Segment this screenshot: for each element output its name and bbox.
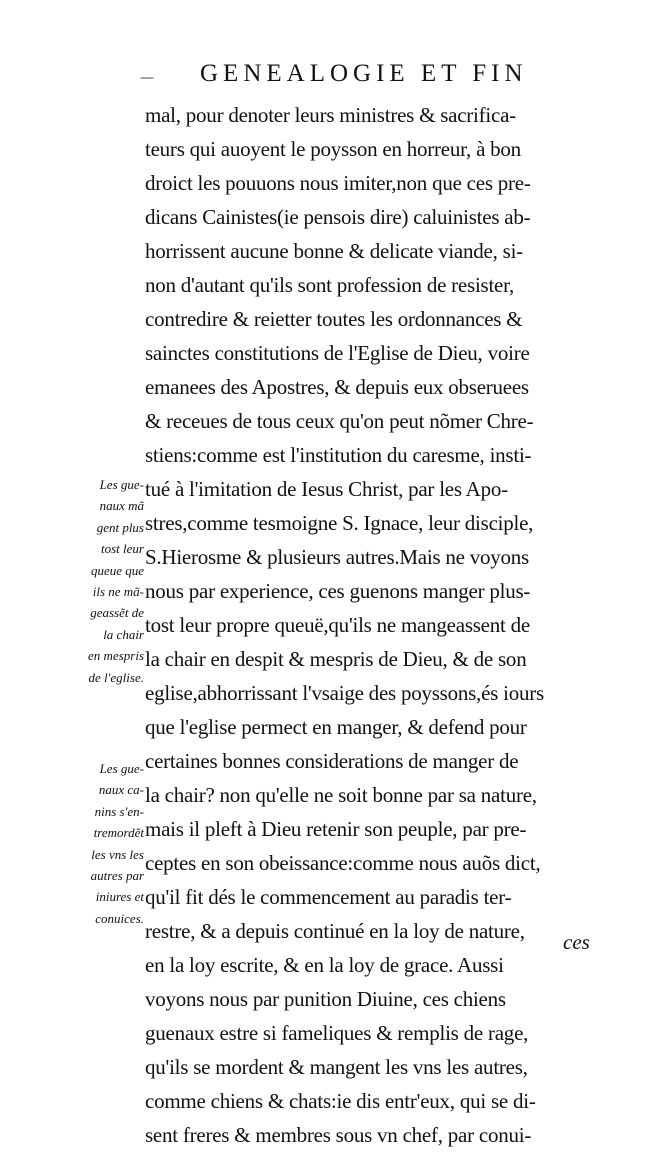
marginal-note-line: Les gue- [99, 477, 144, 492]
text-line: comme chiens & chats:ie dis entr'eux, qui se di- [145, 1089, 536, 1113]
text-line: nous par experience, ces guenons manger plus- [145, 579, 531, 603]
text-line: mais il pleft à Dieu retenir son peuple, par pre- [145, 817, 527, 841]
marginal-note-line: ils ne mã- [92, 583, 144, 599]
marginal-note-line: conuices. [95, 910, 144, 926]
text-line: contredire & reietter toutes les ordonnances & [145, 307, 523, 331]
text-line: non d'autant qu'ils sont profession de resister, [145, 273, 515, 297]
text-line: stres,comme tesmoigne S. Ignace, leur disciple, [145, 511, 534, 535]
marginal-note-line: queue que [90, 562, 144, 578]
marginal-note-line: nins s'en- [94, 803, 144, 819]
marginal-note-line: la chair [103, 626, 144, 642]
folio-mark: — [140, 70, 155, 86]
marginal-note-line: tost leur [101, 541, 144, 557]
running-head: GENEALOGIE ET FIN [200, 60, 528, 87]
marginal-note-line: geassẽt de [90, 605, 144, 621]
text-line: qu'il fit dés le commencement au paradis ter- [145, 885, 512, 909]
text-line: voyons nous par punition Diuine, ces chiens [145, 987, 506, 1011]
text-line: guenaux estre si fameliques & remplis de rage, [145, 1021, 529, 1045]
text-line: en la loy escrite, & en la loy de grace. Aussi [145, 953, 504, 977]
marginal-note-line: naux ca- [98, 782, 144, 798]
marginal-note-line: gent plus [96, 519, 144, 535]
text-line: la chair en despit & mespris de Dieu, & de son [145, 647, 527, 671]
text-line: eglise,abhorrissant l'vsaige des poyssons,és iours [145, 681, 544, 705]
text-line: sent freres & membres sous vn chef, par conui- [145, 1123, 532, 1147]
text-line: & receues de tous ceux qu'on peut nõmer Chre- [145, 409, 534, 433]
marginal-note-line: les vns les [91, 846, 144, 862]
text-line: tué à l'imitation de Iesus Christ, par les Apo- [145, 477, 508, 501]
text-line: emanees des Apostres, & depuis eux obseruees [145, 375, 529, 399]
marginal-note-line: naux mã [99, 498, 144, 514]
text-line: ceptes en son obeissance:comme nous auõs dict, [145, 851, 541, 875]
marginal-note-canins [68, 758, 144, 929]
text-line: la chair? non qu'elle ne soit bonne par sa nature, [145, 783, 537, 807]
text-line: S.Hierosme & plusieurs autres.Mais ne voyons [145, 545, 529, 569]
marginal-note-line: de l'eglise. [88, 669, 144, 685]
text-line: que l'eglise permect en manger, & defend pour [145, 715, 527, 739]
text-line: horrissent aucune bonne & delicate viande, si- [145, 239, 523, 263]
text-line: teurs qui auoyent le poysson en horreur, à bon [145, 137, 521, 161]
text-line: restre, & a depuis continué en la loy de nature, [145, 919, 525, 943]
text-line: dicans Cainistes(ie pensois dire) caluinistes ab- [145, 205, 531, 229]
marginal-note-line: tremordẽt [93, 825, 144, 841]
marginal-note-guenons [68, 474, 144, 688]
body-text [145, 98, 615, 1152]
marginal-note-line: en mespris [88, 648, 144, 664]
text-line: tost leur propre queuë,qu'ils ne mangeassent de [145, 613, 530, 637]
text-line: qu'ils se mordent & mangent les vns les autres, [145, 1055, 528, 1079]
text-line: mal, pour denoter leurs ministres & sacrifica- [145, 103, 516, 127]
text-line: sainctes constitutions de l'Eglise de Dieu, voire [145, 341, 530, 365]
text-line: certaines bonnes considerations de manger de [145, 749, 519, 773]
marginal-note-line: Les gue- [99, 761, 144, 776]
text-line: droict les pouuons nous imiter,non que ces pre- [145, 171, 531, 195]
catchword: ces [563, 930, 590, 954]
marginal-note-line: autres par [90, 867, 144, 883]
text-line: stiens:comme est l'institution du caresme, insti- [145, 443, 532, 467]
marginal-note-line: iniures et [95, 889, 144, 905]
